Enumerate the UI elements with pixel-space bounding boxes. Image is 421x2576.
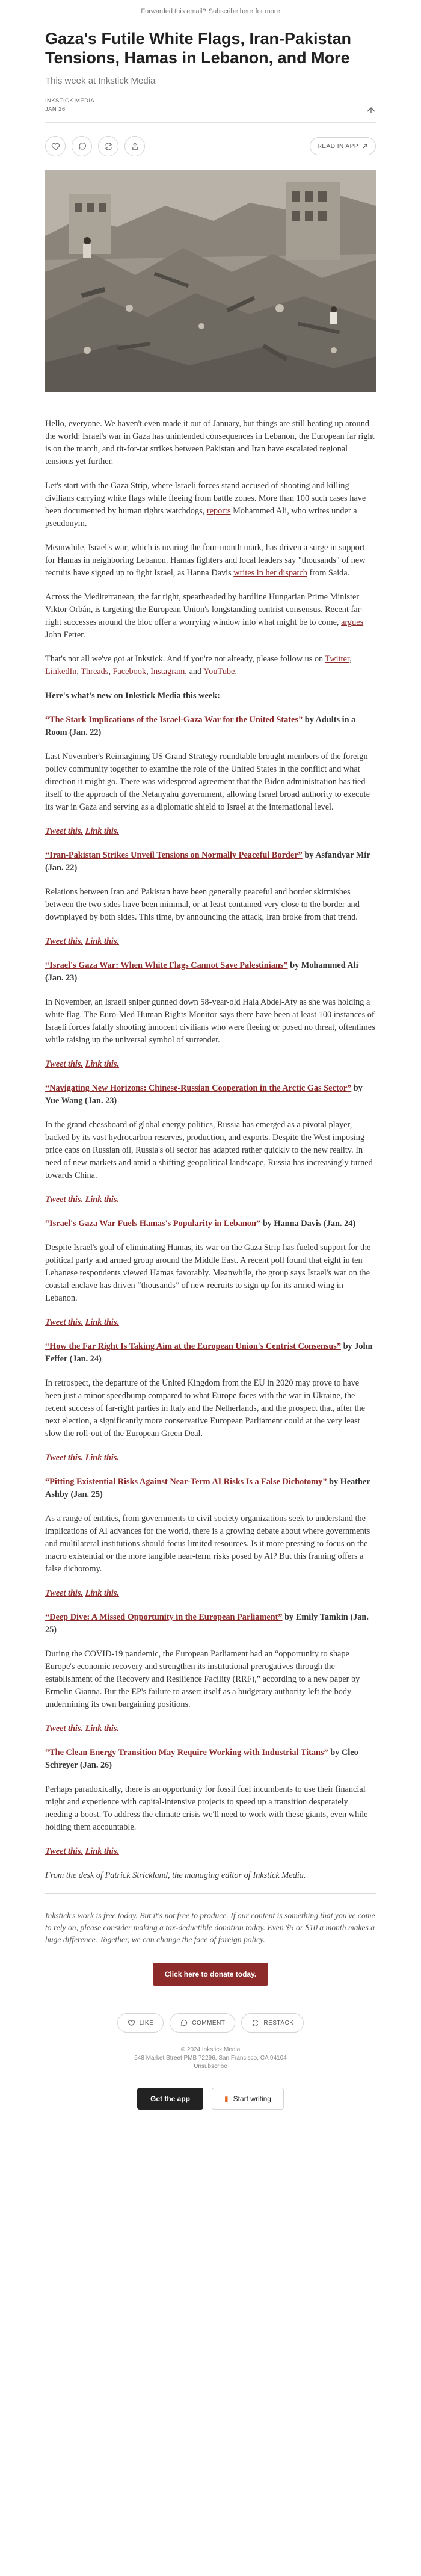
support-divider	[45, 1893, 376, 1894]
forwarded-suffix: for more	[255, 8, 280, 15]
article-summary: During the COVID-19 pandemic, the European Parliament had an “opportunity to shape Europe's economic recovery and strengthen its institutional prerogatives through the establishment of the Recovery and Resilience Facility (RRF),” according to a new paper by Ermelin Gianna. But the EP's failure to assert itself as a budgetary authority left the body undermining its own bargaining positions.	[45, 1649, 360, 1709]
rubble-scene-image	[45, 170, 376, 392]
article-summary: Perhaps paradoxically, there is an opportunity for fossil fuel incumbents to use their financial might and experience with capital-intensive projects to speed up a transition desperately needing a boost. To address the climate crisis we'll need to work with these giants, even while holding them accountable.	[45, 1785, 368, 1832]
hero-image[interactable]	[45, 170, 376, 392]
header-divider	[45, 122, 376, 123]
instagram-link[interactable]: Instagram	[150, 667, 185, 677]
get-app-label: Get the app	[150, 2095, 191, 2103]
link-this-link[interactable]: Link this.	[85, 826, 120, 836]
link-this-link[interactable]: Link this.	[85, 1059, 120, 1069]
restack-icon	[104, 142, 113, 151]
share-links	[45, 1058, 376, 1071]
threads-link[interactable]: Threads	[81, 667, 109, 677]
comment-icon	[78, 142, 87, 151]
footer-copyright: © 2024 Inkstick Media	[180, 2046, 241, 2053]
article-list	[45, 714, 376, 1858]
article-summary: In the grand chessboard of global energy politics, Russia has emerged as a pivotal player, backed by its vast hydrocarbon reserves, production, and exports. Despite the West imposing price caps on Russian oil, Russia's oil sector has adapted rather quickly to the new reality. In need of new markets and amid a shifting geopolitical landscape, Russia has increasingly turned towards China.	[45, 1120, 373, 1180]
article-summary: In retrospect, the departure of the United Kingdom from the EU in 2020 may prove to have been just a minor speedbump compared to what Europe faces with the war in Ukraine, the recent success of far-right parties in Italy and the Netherlands, and the prospect that, after the next election, a significantly more conservative European Parliament could at the very least slow the roll-out of the European Green Deal.	[45, 1378, 366, 1438]
share-button[interactable]	[124, 136, 145, 156]
post-date: JAN 26	[45, 106, 66, 113]
footer	[45, 2046, 376, 2071]
share-links	[45, 1723, 376, 1735]
substack-icon: ▮	[224, 2095, 229, 2103]
article-summary: In November, an Israeli sniper gunned down 58-year-old Hala Abdel-Aty as she was holding a white flag. The Euro-Med Human Rights Monitor says there have been at least 100 instances of Israeli forces fatally shooting innocent civilians who were fleeing or posed no threat, oftentimes while raising up the universal symbol of surrender.	[45, 997, 375, 1045]
link-this-link[interactable]: Link this.	[85, 1588, 120, 1598]
article-link[interactable]: “The Stark Implications of the Israel-Gaza War for the United States”	[45, 715, 303, 725]
tweet-this-link[interactable]: Tweet this.	[45, 826, 84, 836]
heart-icon	[128, 2019, 135, 2027]
tweet-this-link[interactable]: Tweet this.	[45, 1195, 84, 1204]
tweet-this-link[interactable]: Tweet this.	[45, 1588, 84, 1598]
link-this-link[interactable]: Link this.	[85, 1847, 120, 1856]
like-label: LIKE	[139, 2019, 154, 2026]
get-app-button[interactable]	[137, 2088, 203, 2110]
whats-new-heading: Here's what's new on Inkstick Media this week:	[45, 691, 220, 701]
article-summary: Relations between Iran and Pakistan have been generally peaceful and border skirmishes between the two sides have been minimal, or at least contained very close to the border and downplayed by both sides. This time, by announcing the attack, Iran broke from that trend.	[45, 887, 360, 922]
youtube-link[interactable]: YouTube	[203, 667, 235, 677]
article-summary: Last November's Reimagining US Grand Strategy roundtable brought members of the foreign policy community together to examine the role of the United States in the conflict and what direction it might go. There was widespread agreement that the Biden administration has tied itself to the approach of the Netanyahu government, allowing Israel broad authority to execute its war in Gaza and serving as a diplomatic shield to Israel at the international level.	[45, 752, 370, 812]
article-byline: by Adults in a Room (Jan. 22)	[45, 715, 356, 737]
bottom-buttons	[45, 2088, 376, 2134]
article-byline: by Mohammed Ali (Jan. 23)	[45, 961, 358, 983]
article-byline: by Yue Wang (Jan. 23)	[45, 1083, 363, 1106]
restack-button[interactable]	[98, 136, 118, 156]
article-link[interactable]: “Navigating New Horizons: Chinese-Russian Cooperation in the Arctic Gas Sector”	[45, 1083, 352, 1093]
share-links	[45, 825, 376, 838]
post-meta	[45, 97, 376, 114]
comment-icon	[180, 2019, 188, 2027]
article-title	[45, 1082, 376, 1107]
article-link[interactable]: “How the Far Right Is Taking Aim at the European Union's Centrist Consensus”	[45, 1342, 342, 1351]
argues-link[interactable]: argues	[341, 618, 364, 627]
publisher-name[interactable]: INKSTICK MEDIA	[45, 98, 95, 104]
share-links	[45, 1845, 376, 1858]
article-link[interactable]: “Israel's Gaza War: When White Flags Cannot Save Palestinians”	[45, 961, 288, 970]
article-title	[45, 1611, 376, 1636]
top-notice	[0, 0, 421, 23]
article-title	[45, 1476, 376, 1501]
article-summary: As a range of entities, from governments to civil society organizations seek to understand the implications of AI advances for the world, there is a growing debate about where governments and multilateral institutions should focus limited resources. Is it more pressing to focus on the macro existential or the more tangible near-term risks posed by AI? But this framing offers a false dichotomy.	[45, 1514, 370, 1574]
article-title	[45, 1747, 376, 1772]
share-icon[interactable]	[366, 107, 376, 114]
tweet-this-link[interactable]: Tweet this.	[45, 1453, 84, 1463]
support-text: Inkstick's work is free today. But it's not free to produce. If our content is something that you've come to rely on, please consider making a tax-deductible donation today. Even $5 or $10 a month makes a huge difference. Together, we can change the face of foreign policy.	[45, 1911, 375, 1944]
article-title	[45, 959, 376, 985]
link-this-link[interactable]: Link this.	[85, 937, 120, 946]
restack-pill-button[interactable]	[241, 2013, 304, 2033]
link-this-link[interactable]: Link this.	[85, 1195, 120, 1204]
article-byline: by Asfandyar Mir (Jan. 22)	[45, 850, 370, 873]
share-links	[45, 1587, 376, 1600]
subscribe-link[interactable]: Subscribe here	[208, 8, 253, 15]
heart-icon	[51, 142, 60, 151]
share-links	[45, 1316, 376, 1329]
link-this-link[interactable]: Link this.	[85, 1453, 120, 1463]
tweet-this-link[interactable]: Tweet this.	[45, 1724, 84, 1733]
facebook-link[interactable]: Facebook	[112, 667, 147, 677]
share-links	[45, 1452, 376, 1464]
share-links	[45, 1194, 376, 1206]
intro-paragraph-3: Meanwhile, Israel's war, which is nearing the four-month mark, has driven a surge in support for Hamas in neighboring Lebanon. Hamas fighters and local leaders say "thousands" of new recruits have signed up to fight Israel, as Hanna Davis writes in her dispatch from Saida.	[45, 543, 366, 578]
post-body	[45, 418, 376, 1946]
article-link[interactable]: “Deep Dive: A Missed Opportunity in the European Parliament”	[45, 1612, 283, 1622]
like-button[interactable]	[45, 136, 66, 156]
post-subtitle: This week at Inkstick Media	[45, 76, 156, 86]
article-link[interactable]: “Iran-Pakistan Strikes Unveil Tensions on Normally Peaceful Border”	[45, 850, 303, 860]
start-writing-label: Start writing	[233, 2095, 271, 2103]
share-arrow-icon	[131, 142, 140, 151]
intro-paragraph-4: Across the Mediterranean, the far right, spearheaded by hardline Hungarian Prime Minister Viktor Orbán, is targeting the European Union's longstanding centrist consensus. Recent far-right successes around the bloc offer a worrying window into what might be to come, argues John Fetter.	[45, 592, 364, 640]
link-this-link[interactable]: Link this.	[85, 1317, 120, 1327]
donate-button[interactable]: Click here to donate today.	[153, 1963, 268, 1986]
article-title	[45, 1218, 376, 1230]
linkedin-link[interactable]: LinkedIn	[45, 667, 77, 677]
link-this-link[interactable]: Link this.	[85, 1724, 120, 1733]
comment-pill-button[interactable]	[170, 2013, 235, 2033]
like-pill-button[interactable]	[117, 2013, 164, 2033]
article-byline: by Cleo Schreyer (Jan. 26)	[45, 1748, 358, 1770]
forwarded-text: Forwarded this email?	[141, 8, 206, 15]
article-link[interactable]: “Israel's Gaza War Fuels Hamas's Popularity in Lebanon”	[45, 1219, 261, 1228]
intro-paragraph-5: That's not all we've got at Inkstick. And if you're not already, please follow us on Twitter, LinkedIn, Threads, Facebook, Instagram, and YouTube.	[45, 654, 352, 677]
email-container	[45, 29, 376, 2134]
donate-wrap	[45, 1963, 376, 1986]
article-byline: by Heather Ashby (Jan. 25)	[45, 1477, 370, 1499]
action-bar	[45, 136, 376, 156]
read-in-app-label: READ IN APP	[317, 143, 358, 150]
article-byline: by Emily Tamkin (Jan. 25)	[45, 1612, 369, 1635]
tweet-this-link[interactable]: Tweet this.	[45, 937, 84, 946]
article-title	[45, 714, 376, 739]
intro-paragraph-1: Hello, everyone. We haven't even made it out of January, but things are still heating up around the world: Israel's war in Gaza has unintended consequences in Lebanon, the European far right is on the march, and tit-for-tat strikes between Pakistan and Iran have escalated regional tensions yet further.	[45, 419, 375, 466]
share-links	[45, 935, 376, 948]
person-left	[83, 237, 91, 258]
restack-label: RESTACK	[263, 2019, 294, 2026]
reports-link[interactable]: reports	[206, 506, 231, 516]
tweet-this-link[interactable]: Tweet this.	[45, 1847, 84, 1856]
read-in-app-button[interactable]	[310, 137, 376, 155]
arrow-up-right-icon	[362, 143, 368, 149]
footer-address: 548 Market Street PMB 72296, San Francisco, CA 94104	[134, 2055, 287, 2061]
article-summary: Despite Israel's goal of eliminating Hamas, its war on the Gaza Strip has fueled support for the political party and armed group around the Middle East. A recent poll found that eight in ten Lebanese respondents viewed Hamas favorably. Meanwhile, the group says Israel's war on the coastal enclave has driven “thousands” of new recruits to sign up for its armed wing in Lebanon.	[45, 1243, 371, 1303]
article-title	[45, 849, 376, 875]
social-action-bar	[45, 2013, 376, 2033]
intro-paragraph-2: Let's start with the Gaza Strip, where Israeli forces stand accused of shooting and killing civilians carrying white flags while fleeing from battle zones. More than 100 such cases have been documented by human rights watchdogs, reports Mohammed Ali, who writes under a pseudonym.	[45, 481, 366, 528]
tweet-this-link[interactable]: Tweet this.	[45, 1059, 84, 1069]
start-writing-button[interactable]	[212, 2088, 284, 2110]
person-right	[330, 306, 337, 324]
dispatch-link[interactable]: writes in her dispatch	[233, 568, 307, 578]
article-byline: by Hanna Davis (Jan. 24)	[262, 1219, 356, 1228]
unsubscribe-link[interactable]: Unsubscribe	[194, 2063, 227, 2070]
article-link[interactable]: “The Clean Energy Transition May Require Working with Industrial Titans”	[45, 1748, 328, 1757]
twitter-link[interactable]: Twitter	[325, 654, 350, 664]
tweet-this-link[interactable]: Tweet this.	[45, 1317, 84, 1327]
article-title	[45, 1340, 376, 1366]
post-title[interactable]: Gaza's Futile White Flags, Iran-Pakistan Tensions, Hamas in Lebanon, and More	[45, 29, 352, 67]
editor-signature: From the desk of Patrick Strickland, the managing editor of Inkstick Media.	[45, 1871, 306, 1880]
restack-icon	[251, 2019, 259, 2027]
comment-button[interactable]	[72, 136, 92, 156]
comment-label: COMMENT	[192, 2019, 226, 2026]
article-byline: by John Feffer (Jan. 24)	[45, 1342, 373, 1364]
article-link[interactable]: “Pitting Existential Risks Against Near-Term AI Risks Is a False Dichotomy”	[45, 1477, 327, 1487]
